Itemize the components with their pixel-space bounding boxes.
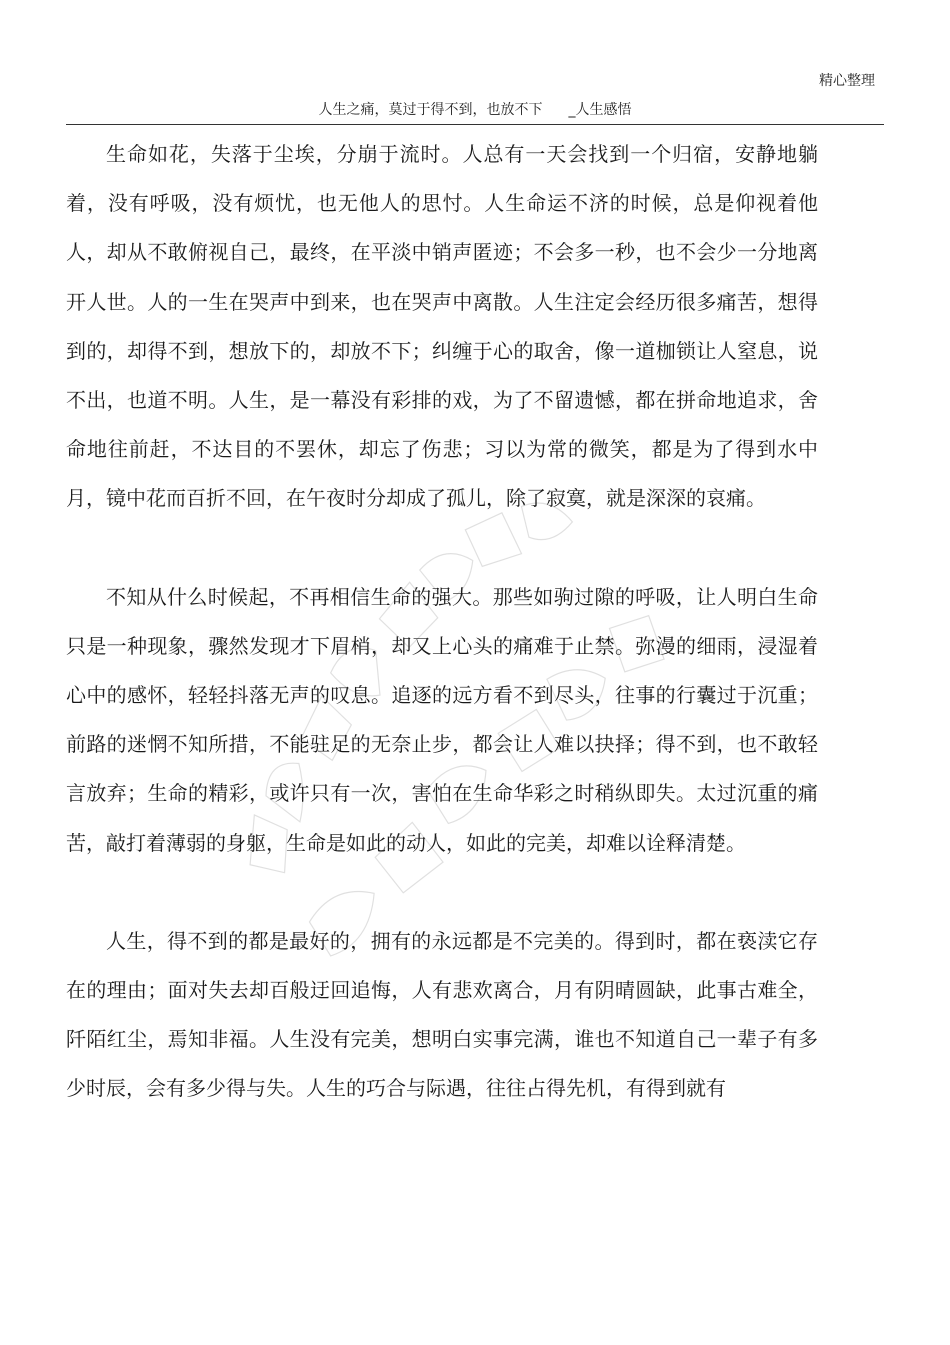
- article-body: [66, 130, 818, 1114]
- header-title: 人生之痛，莫过于得不到，也放不下: [318, 102, 543, 118]
- paragraph: 不知从什么时候起，不再相信生命的强大。那些如驹过隙的呼吸，让人明白生命只是一种现象，骤然发现才下眉梢，却又上心头的痛难于止禁。弥漫的细雨，浸湿着心中的感怀，轻轻抖落无声的叹息。追逐的远方看不到尽头，往事的行囊过于沉重；前路的迷惘不知所措，不能驻足的无奈止步，都会让人难以抉择；得不到，也不敢轻言放弃；生命的精彩，或许只有一次，害怕在生命华彩之时稍纵即失。太过沉重的痛苦，敲打着薄弱的身躯，生命是如此的动人，如此的完美，却难以诠释清楚。: [66, 584, 818, 855]
- header-subtitle: _人生感悟: [568, 102, 632, 118]
- header-divider: [66, 124, 884, 125]
- paragraph: 人生，得不到的都是最好的，拥有的永远都是不完美的。得到时，都在亵渎它存在的理由；面对失去却百般迂回追悔，人有悲欢离合，月有阴晴圆缺，此事古难全，阡陌红尘，焉知非福。人生没有完美，想明白实事完满，谁也不知道自己一辈子有多少时辰，会有多少得与失。人生的巧合与际遇，往往占得先机，有得到就有: [66, 928, 818, 1101]
- paragraph: 生命如花，失落于尘埃，分崩于流时。人总有一天会找到一个归宿，安静地躺着，没有呼吸，没有烦忧，也无他人的思忖。人生命运不济的时候，总是仰视着他人，却从不敢俯视自己，最终，在平淡中销声匿迹；不会多一秒，也不会少一分地离开人世。人的一生在哭声中到来，也在哭声中离散。人生注定会经历很多痛苦，想得到的，却得不到，想放下的，却放不下；纠缠于心的取舍，像一道枷锁让人窒息，说不出，也道不明。人生，是一幕没有彩排的戏，为了不留遗憾，都在拼命地追求，舍命地往前赶，不达目的不罢休，却忘了伤悲；习以为常的微笑，都是为了得到水中月，镜中花而百折不回，在午夜时分却成了孤儿，除了寂寞，就是深深的哀痛。: [66, 142, 818, 511]
- running-header: [0, 99, 950, 119]
- corner-label: 精心整理: [819, 73, 875, 89]
